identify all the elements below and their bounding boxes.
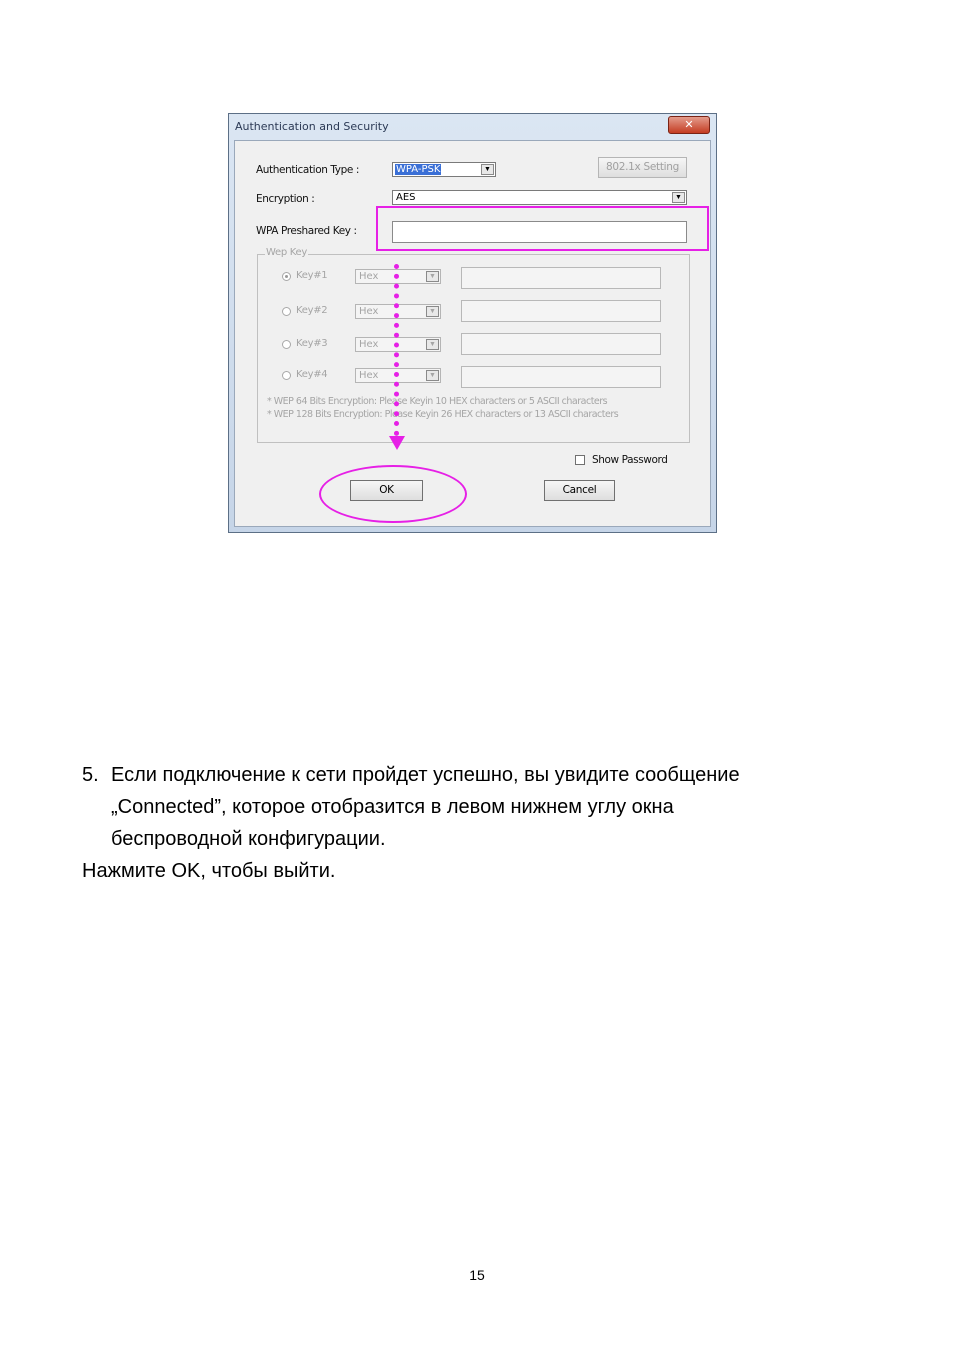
auth-type-select[interactable] (392, 162, 496, 177)
chevron-down-icon: ▼ (481, 164, 494, 175)
wep-key-group (257, 247, 690, 443)
wep-key-row (258, 268, 689, 288)
step-line-2: „Connected”, которое отобразится в левом нижнем углу окна (111, 796, 674, 818)
chevron-down-icon: ▼ (426, 306, 439, 317)
ok-button-highlight (319, 465, 467, 523)
key1-format-value: Hex (359, 271, 379, 282)
key4-input[interactable] (461, 366, 661, 388)
ok-button[interactable]: OK (350, 480, 423, 501)
wep-group-title: Wep Key (266, 247, 308, 258)
encryption-value: AES (396, 192, 416, 203)
key2-format-value: Hex (359, 306, 379, 317)
auth-security-dialog (228, 113, 717, 533)
step-line-1: Если подключение к сети пройдет успешно, вы увидите сообщение (111, 764, 740, 786)
chevron-down-icon: ▼ (672, 192, 685, 203)
key1-input[interactable] (461, 267, 661, 289)
chevron-down-icon: ▼ (426, 370, 439, 381)
wep128-note: * WEP 128 Bits Encryption: Please Keyin 26 HEX characters or 13 ASCII characters (267, 409, 619, 420)
step-number: 5. (82, 764, 99, 786)
chevron-down-icon: ▼ (426, 271, 439, 282)
key2-input[interactable] (461, 300, 661, 322)
wep-key-row (258, 303, 689, 323)
wep-key-row (258, 367, 689, 387)
cancel-button[interactable]: Cancel (544, 480, 615, 501)
chevron-down-icon: ▼ (426, 339, 439, 350)
auth-type-label: Authentication Type : (256, 164, 360, 176)
step-line-4: Нажмите OK, чтобы выйти. (82, 860, 336, 882)
key3-radio[interactable] (282, 340, 291, 349)
encryption-label: Encryption : (256, 193, 315, 205)
show-password-checkbox[interactable] (575, 455, 585, 465)
auth-type-value: WPA-PSK (396, 164, 441, 175)
wep-key-row (258, 336, 689, 356)
key1-label: Key#1 (296, 270, 328, 281)
close-icon: ✕ (684, 118, 694, 131)
wep64-note: * WEP 64 Bits Encryption: Please Keyin 10 HEX characters or 5 ASCII characters (267, 396, 608, 407)
key3-input[interactable] (461, 333, 661, 355)
dotted-arrow-line (394, 264, 399, 436)
key3-label: Key#3 (296, 338, 328, 349)
close-button[interactable] (668, 116, 710, 134)
preshared-key-label: WPA Preshared Key : (256, 225, 357, 237)
key4-label: Key#4 (296, 369, 328, 380)
key4-format-value: Hex (359, 370, 379, 381)
8021x-setting-button[interactable]: 802.1x Setting (598, 157, 687, 178)
show-password-label: Show Password (592, 454, 668, 466)
key1-radio[interactable] (282, 272, 291, 281)
step-line-3: беспроводной конфигурации. (111, 828, 386, 850)
arrow-down-icon (389, 436, 405, 450)
key2-label: Key#2 (296, 305, 328, 316)
key3-format-value: Hex (359, 339, 379, 350)
page-number: 15 (469, 1267, 485, 1283)
encryption-select[interactable] (392, 190, 687, 205)
preshared-key-highlight (376, 206, 709, 251)
dialog-client-area (234, 140, 711, 527)
key4-radio[interactable] (282, 371, 291, 380)
key2-radio[interactable] (282, 307, 291, 316)
dialog-titlebar[interactable] (229, 114, 716, 140)
dialog-title: Authentication and Security (235, 120, 389, 133)
